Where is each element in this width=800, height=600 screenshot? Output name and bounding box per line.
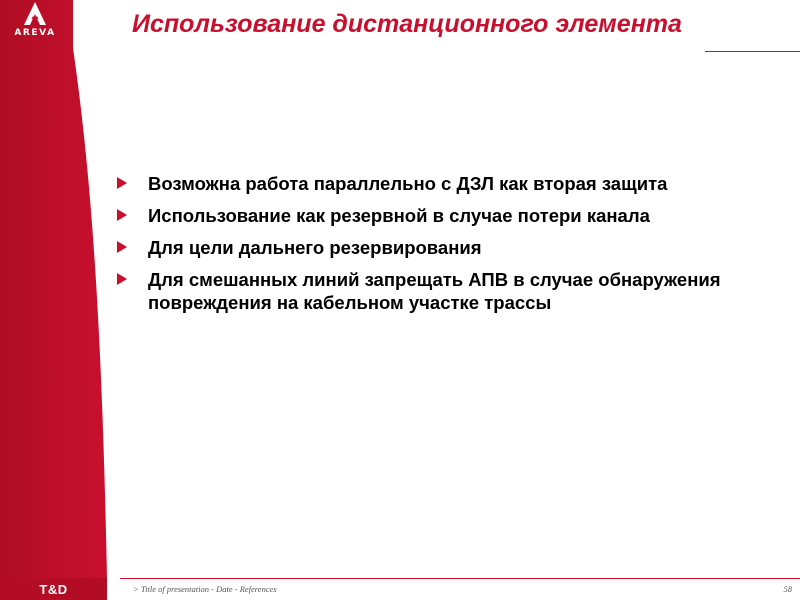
bullet-arrow-icon — [117, 273, 127, 285]
footer-division-box — [0, 578, 107, 600]
bullet-arrow-icon — [117, 209, 127, 221]
areva-logo — [0, 0, 70, 48]
bullet-item — [117, 236, 757, 259]
logo-text: AREVA — [14, 28, 56, 38]
title-underline — [705, 51, 800, 52]
bullet-text: Для цели дальнего резервирования — [148, 237, 482, 258]
footer-rule — [120, 578, 800, 579]
footer-division: T&D — [39, 581, 68, 597]
areva-a-icon — [0, 0, 70, 30]
bullet-item — [117, 268, 757, 314]
bullet-text: Возможна работа параллельно с ДЗЛ как вторая защита — [148, 173, 668, 194]
footer-reference: > Title of presentation - Date - References — [133, 584, 277, 594]
slide-title: Использование дистанционного элемента — [132, 10, 682, 38]
page-number: 58 — [783, 584, 792, 594]
bullet-list — [117, 172, 757, 323]
bullet-item — [117, 204, 757, 227]
bullet-arrow-icon — [117, 177, 127, 189]
bullet-arrow-icon — [117, 241, 127, 253]
bullet-item — [117, 172, 757, 195]
bullet-text: Для смешанных линий запрещать АПВ в случае обнаружения повреждения на кабельном участке трассы — [148, 269, 721, 313]
bullet-text: Использование как резервной в случае потери канала — [148, 205, 650, 226]
